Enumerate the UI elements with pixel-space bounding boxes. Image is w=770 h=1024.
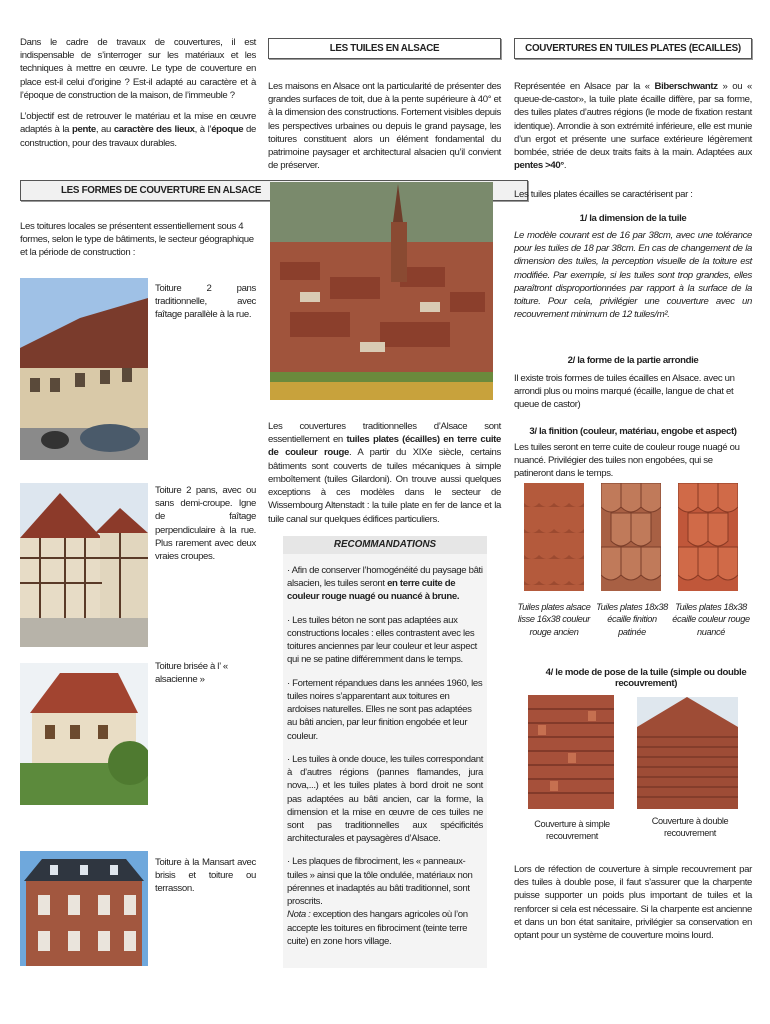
recommendations-title: RECOMMANDATIONS (283, 536, 487, 554)
pose1-caption: Couverture à simple recouvrement (534, 819, 610, 842)
mansart-building-photo (20, 851, 148, 966)
tile1-caption: Tuiles plates alsace lisse 16x38 couleur rouge ancien (517, 602, 591, 637)
tuiles-traditional-text: Les couvertures traditionnelles d’Alsace sont essentiellement en tuiles plates (écailles) en terre cuite de couleur rouge. A partir du XIXe siècle, certains bâtiments sont couverts de tuiles mécaniques à simple emboîtement (tuiles Gilardoni). On trouve aussi quelques exceptions à ces modèles dans le secteur de Wissembourg Altenstadt : la tuile plate en fer de lance et la tuile canal sur quelques édifices particuliers. (268, 421, 501, 525)
alsatian-broken-roof-photo (20, 663, 148, 805)
section-header-formes: LES FORMES DE COUVERTURE EN ALSACE (20, 180, 528, 201)
roof4-text: Toiture à la Mansart avec brisis et toiture ou terrasson. (155, 857, 256, 895)
roof3-text: Toiture brisée à l’ « alsacienne » (155, 661, 228, 686)
reco-item-3: · Fortement répandues dans les années 1960, les tuiles noires s’apparentant aux toitures en ardoises naturelles. Elles ne sont pas adaptées au bâti ancien, par leur finition engobée et leur couleur. (287, 677, 483, 742)
tile2-caption: Tuiles plates 18x38 écaille finition patinée (596, 602, 668, 637)
roof1-text: Toiture 2 pans traditionnelle, avec faîtage parallèle à la rue. (155, 283, 256, 321)
tile-sample-nuance-photo (678, 483, 738, 591)
recommendations-panel (283, 536, 487, 968)
subheading-dimension: 1/ la dimension de la tuile (579, 213, 687, 224)
tile3-caption: Tuiles plates 18x38 écaille couleur rouge nuancé (672, 602, 750, 637)
village-aerial-photo (270, 182, 493, 400)
tile-sample-patinee-photo (601, 483, 661, 591)
formes-intro: Les toitures locales se présentent essentiellement sous 4 formes, selon le type de bâtiments, le secteur géographique et la période de construction : (20, 221, 254, 259)
column-left (20, 36, 256, 150)
section-header-couvertures: COUVERTURES EN TUILES PLATES (ECAILLES) (514, 38, 752, 59)
pose-text: Lors de réfection de couverture à simple recouvrement par des tuiles à double pose, il faut s’assurer que la charpente puisse supporter un poids plus important de tuiles et la renforcer si cela est nécessaire. Si la charpente est ancienne et dans un bon état sanitaire, privilégier sa conservation en optant pour un système de couverture moins lourd. (514, 864, 752, 942)
caracteristiques-text: Les tuiles plates écailles se caractérisent par : (514, 189, 693, 200)
objective-paragraph: L’objectif est de retrouver le matériau et la mise en œuvre adaptés à la pente, au caractère des lieux, à l’époque de construction, pour des travaux durables. (20, 111, 257, 149)
pose2-caption: Couverture à double recouvrement (651, 816, 729, 839)
tile-sample-lisse-photo (524, 483, 584, 591)
subheading-forme: 2/ la forme de la partie arrondie (567, 355, 699, 366)
single-overlap-roof-photo (528, 695, 614, 809)
finition-text: Les tuiles seront en terre cuite de couleur rouge nuagé ou nuancé. Privilégier des tuiles non engobées, qui se patineront dans le temps. (514, 442, 740, 480)
subheading-finition: 3/ la finition (couleur, matériau, engobe et aspect) (529, 426, 737, 437)
half-timbered-house-photo (20, 483, 148, 647)
tuiles-intro: Les maisons en Alsace ont la particularité de présenter des grandes surfaces de toit, due à la pente supérieure à 40° et à la dimension des constructions. Fortement visibles depuis les perspectives urbaines ou depuis le grand paysage, les toitures constituent alors un élément fondamental du patrimoine paysager et architectural alsacien qu’il convient de préserver. (268, 81, 501, 172)
forme-text: Il existe trois formes de tuiles écailles en Alsace. avec un arrondi plus ou moins marqué (écaille, langue de chat et queue de castor) (514, 373, 735, 411)
couvertures-intro: Représentée en Alsace par la « Biberschwantz » ou « queue-de-castor», la tuile plate écaille diffère, par sa forme, des tuiles plates d’autres régions (le mode de fixation restant identique). Arrondie à son extrémité inférieure, elle est munie d’un ergot et présente une surface extérieure légèrement bombée, striée de deux traits faits à la main. Adaptées aux pentes >40°. (514, 81, 752, 172)
reco-item-2: · Les tuiles béton ne sont pas adaptées aux constructions locales : elles contrastent avec les toitures anciennes par leur couleur et leur aspect qui ne se patine différemment dans le temps. (287, 614, 477, 666)
subheading-pose: 4/ le mode de pose de la tuile (simple ou double recouvrement) (545, 667, 747, 689)
roof2-text: Toiture 2 pans, avec ou sans demi-croupe. Igne de faîtage perpendiculaire à la rue. Plus rarement avec deux vraies croupes. (155, 485, 256, 563)
intro-paragraph: Dans le cadre de travaux de couvertures, il est indispensable de s’interroger sur les matériaux et les techniques à mettre en œuvre. Le type de couverture en place est-il celui d’origine ? Est-il adapté au caractère et à l’époque de construction de la maison, de l’immeuble ? (20, 37, 256, 101)
double-overlap-roof-photo (637, 697, 738, 809)
reco-item-5: · Les plaques de fibrociment, les « panneaux-tuiles » ainsi que la tôle ondulée, matériaux non pérennes et inadaptés au bâti traditionnel, sont proscrits. Nota : exception des hangars agricoles où l’on accepte les toitures en fibrociment (teinte terre cuite) en zone hors village. (287, 856, 473, 947)
reco-item-1: · Afin de conserver l’homogénéité du paysage bâti alsacien, les tuiles seront en terre cuite de couleur rouge nuagé ou nuancé à brune. (287, 565, 483, 603)
dimension-text: Le modèle courant est de 16 par 38cm, avec une tolérance pour les tuiles de 18 par 38cm. En cas de changement de la dimension des tuiles, la perception visuelle de la toiture est modifiée. Par exemple, si les tuiles sont trop grandes, elles paraîtront disproportionnées par rapport à la surface de la toiture. Pour cela, privilégier une couverture avec un recouvrement minimum de 12 tuiles/m². (514, 230, 752, 321)
street-houses-photo (20, 278, 148, 460)
reco-item-4: · Les tuiles à onde douce, les tuiles correspondant à d’autres régions (pannes flamandes, jura nova,...) et les tuiles plates à bord droit ne sont pas adaptées au bâti ancien, car la forme, la dimension et la mise en œuvre de ces tuiles ne sont pas traditionnelles aux spécificités architecturales et paysagères d’Alsace. (287, 753, 484, 845)
section-header-tuiles: LES TUILES EN ALSACE (268, 38, 501, 59)
